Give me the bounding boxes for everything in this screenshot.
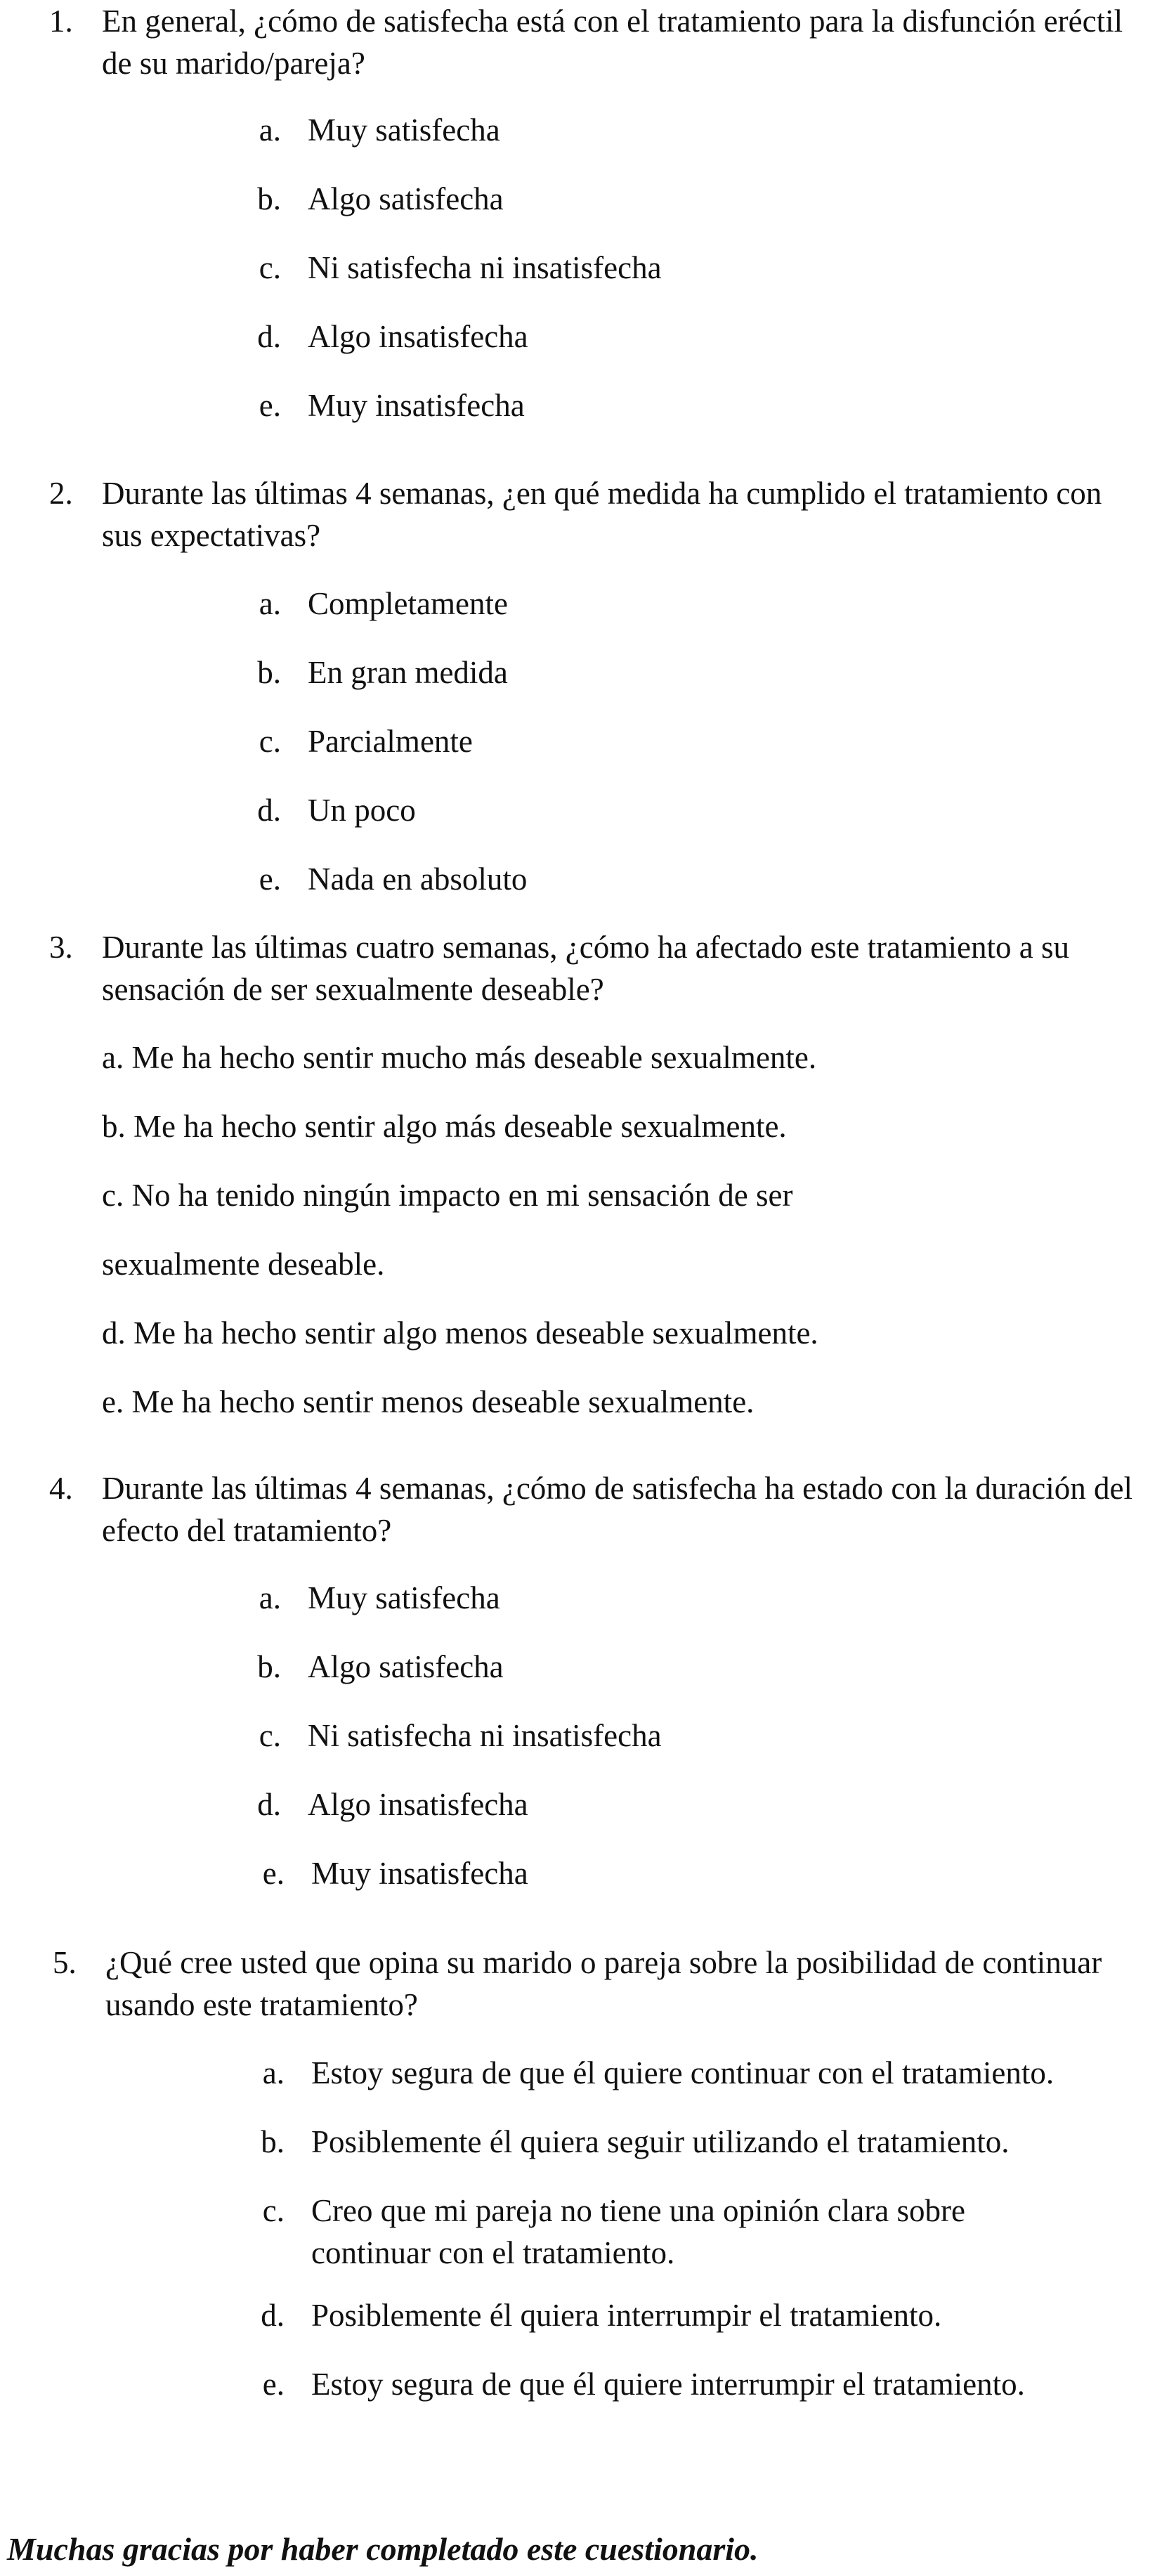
option-text: Muy satisfecha bbox=[308, 1580, 500, 1615]
option-letter: d. bbox=[257, 1787, 281, 1822]
question-text: En general, ¿cómo de satisfecha está con el tratamiento para la disfunción eréctil de su marido/pareja? bbox=[102, 4, 1123, 81]
option-text: Ni satisfecha ni insatisfecha bbox=[308, 1718, 662, 1753]
option-letter: d. bbox=[257, 793, 281, 828]
option-letter: e. bbox=[259, 388, 281, 423]
option-text: Estoy segura de que él quiere interrumpir el tratamiento. bbox=[311, 2367, 1025, 2402]
option-3c-continuation: sexualmente deseable. bbox=[102, 1247, 385, 1282]
question-number: 1. bbox=[49, 4, 73, 39]
option-letter: e. bbox=[259, 861, 281, 897]
question-text: ¿Qué cree usted que opina su marido o pareja sobre la posibilidad de continuar usando este tratamiento? bbox=[105, 1945, 1102, 2022]
option-letter: a. bbox=[262, 2055, 285, 2090]
option-letter: c. bbox=[259, 250, 281, 285]
option-text: Muy insatisfecha bbox=[308, 388, 525, 423]
question-text: Durante las últimas 4 semanas, ¿en qué medida ha cumplido el tratamiento con sus expectativas? bbox=[102, 476, 1102, 553]
option-3c: c. No ha tenido ningún impacto en mi sensación de ser bbox=[102, 1178, 793, 1213]
option-text: Un poco bbox=[308, 793, 416, 828]
closing-message: Muchas gracias por haber completado este cuestionario. bbox=[7, 2531, 759, 2567]
option-letter: b. bbox=[261, 2124, 285, 2159]
option-letter: d. bbox=[261, 2298, 285, 2333]
question-number: 4. bbox=[49, 1471, 73, 1506]
option-text: Parcialmente bbox=[308, 724, 473, 759]
option-text: Estoy segura de que él quiere continuar con el tratamiento. bbox=[311, 2055, 1055, 2090]
option-3a: a. Me ha hecho sentir mucho más deseable sexualmente. bbox=[102, 1040, 817, 1075]
option-text: En gran medida bbox=[308, 655, 508, 690]
option-text: Muy insatisfecha bbox=[311, 1856, 528, 1891]
option-letter: d. bbox=[257, 319, 281, 354]
option-text: Algo insatisfecha bbox=[308, 319, 528, 354]
question-text: Durante las últimas cuatro semanas, ¿cómo ha afectado este tratamiento a su sensación de ser sexualmente deseable? bbox=[102, 930, 1069, 1007]
option-text: Completamente bbox=[308, 586, 508, 621]
option-letter: a. bbox=[259, 586, 281, 621]
option-letter: c. bbox=[259, 724, 281, 759]
option-letter: e. bbox=[262, 1856, 285, 1891]
option-3d: d. Me ha hecho sentir algo menos deseable sexualmente. bbox=[102, 1315, 818, 1351]
question-text: Durante las últimas 4 semanas, ¿cómo de satisfecha ha estado con la duración del efecto del tratamiento? bbox=[102, 1471, 1132, 1548]
question-number: 5. bbox=[53, 1945, 77, 1980]
option-3b: b. Me ha hecho sentir algo más deseable sexualmente. bbox=[102, 1109, 787, 1144]
question-number: 3. bbox=[49, 930, 73, 965]
option-text: Posiblemente él quiera seguir utilizando el tratamiento. bbox=[311, 2124, 1010, 2159]
option-letter: c. bbox=[259, 1718, 281, 1753]
option-letter: b. bbox=[257, 655, 281, 690]
option-letter: b. bbox=[257, 181, 281, 216]
option-text: Posiblemente él quiera interrumpir el tratamiento. bbox=[311, 2298, 942, 2333]
option-text: Algo insatisfecha bbox=[308, 1787, 528, 1822]
option-text: Muy satisfecha bbox=[308, 112, 500, 148]
option-letter: b. bbox=[257, 1649, 281, 1684]
question-number: 2. bbox=[49, 476, 73, 511]
option-text: Algo satisfecha bbox=[308, 1649, 504, 1684]
option-letter: e. bbox=[262, 2367, 285, 2402]
option-letter: a. bbox=[259, 1580, 281, 1615]
option-letter: a. bbox=[259, 112, 281, 148]
option-text: Ni satisfecha ni insatisfecha bbox=[308, 250, 662, 285]
option-letter: c. bbox=[262, 2193, 285, 2228]
option-text: Nada en absoluto bbox=[308, 861, 528, 897]
option-text: Algo satisfecha bbox=[308, 181, 504, 216]
option-3e: e. Me ha hecho sentir menos deseable sexualmente. bbox=[102, 1384, 755, 1419]
option-text: Creo que mi pareja no tiene una opinión clara sobre continuar con el tratamiento. bbox=[311, 2193, 965, 2270]
